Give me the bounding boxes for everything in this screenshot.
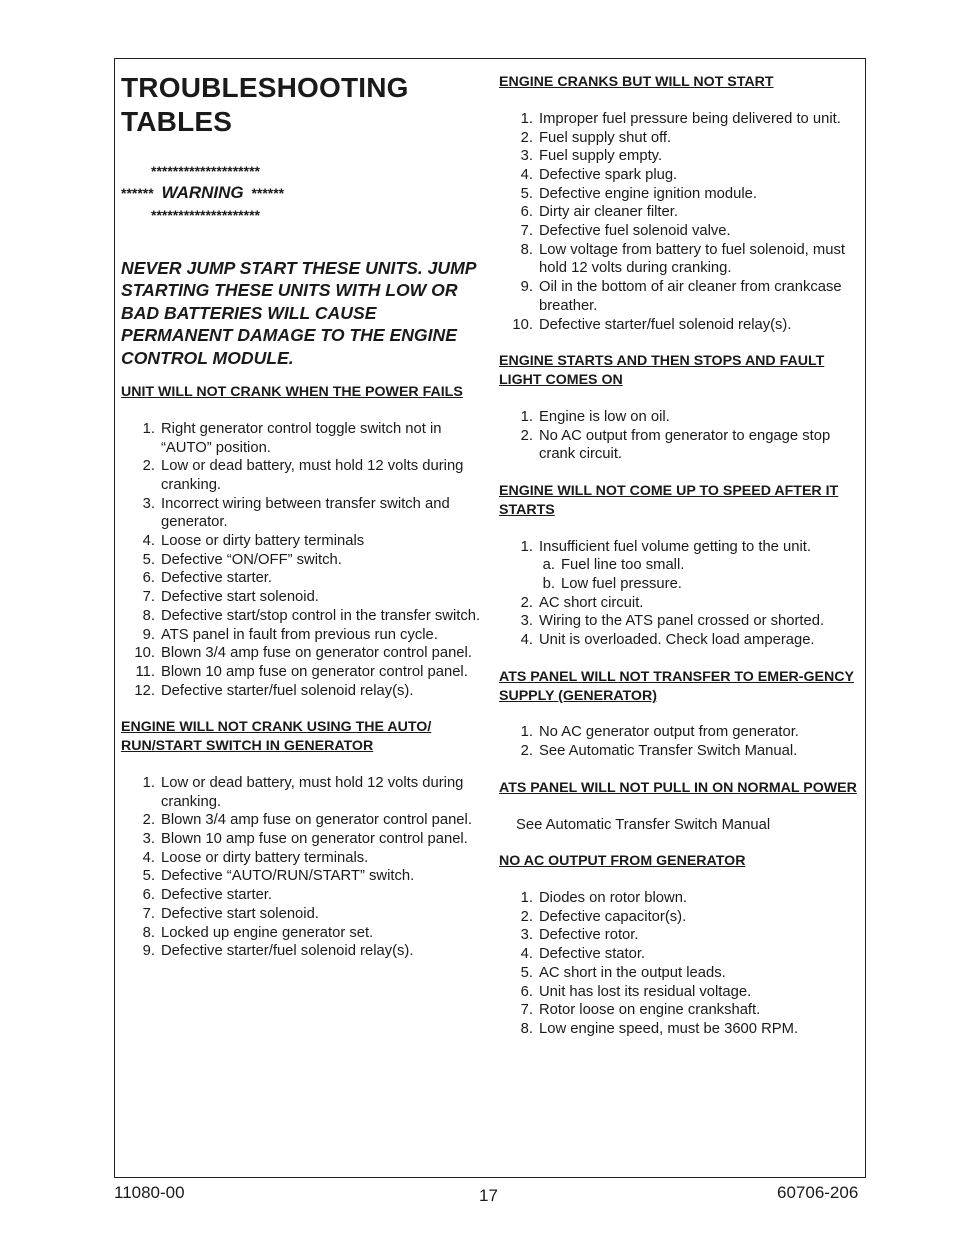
list-item [121, 867, 489, 886]
list-item [499, 129, 861, 148]
warning-stars-right: ****** [251, 185, 285, 201]
item-number: 1. [520, 408, 533, 425]
section-note: See Automatic Transfer Switch Manual [516, 816, 771, 833]
item-text: Blown 3/4 amp fuse on generator control panel. [161, 645, 472, 662]
troubleshooting-section [499, 852, 861, 1038]
cause-list [121, 420, 489, 701]
list-item [499, 594, 861, 613]
item-number: 3. [520, 613, 533, 630]
list-item [499, 241, 861, 278]
list-item [499, 203, 861, 222]
item-number: 12. [134, 682, 155, 699]
item-number: 1. [520, 110, 533, 127]
list-item [121, 849, 489, 868]
section-heading: ENGINE WILL NOT COME UP TO SPEED AFTER IT STARTS [499, 482, 839, 518]
item-text: Fuel supply shut off. [539, 129, 672, 146]
section-heading: NO AC OUTPUT FROM GENERATOR [499, 853, 746, 870]
left-column [121, 59, 489, 961]
cause-list [121, 774, 489, 961]
list-item [121, 830, 489, 849]
item-number: 9. [520, 279, 533, 296]
item-number: 8. [520, 241, 533, 258]
item-text: Low or dead battery, must hold 12 volts during cranking. [161, 458, 464, 493]
item-number: 9. [142, 943, 155, 960]
list-item [499, 908, 861, 927]
item-text: Defective starter. [161, 887, 273, 904]
warning-stars-left: ****** [121, 185, 154, 201]
list-item [121, 663, 489, 682]
item-text: Diodes on rotor blown. [539, 890, 688, 907]
item-text: Blown 10 amp fuse on generator control panel. [161, 831, 468, 848]
item-number: 3. [520, 927, 533, 944]
item-number: 2. [520, 427, 533, 444]
list-item [121, 551, 489, 570]
item-text: Fuel supply empty. [539, 148, 663, 165]
list-item [121, 811, 489, 830]
item-text: Insufficient fuel volume getting to the unit. [539, 538, 811, 555]
item-text: Defective start solenoid. [161, 589, 319, 606]
right-column [499, 59, 861, 1039]
item-text: Defective starter/fuel solenoid relay(s). [161, 943, 414, 960]
item-text: Low voltage from battery to fuel solenoid, must hold 12 volts during cranking. [539, 241, 845, 277]
list-item [121, 569, 489, 588]
list-item [499, 408, 861, 427]
list-item [121, 588, 489, 607]
right-sections [499, 73, 861, 1039]
list-item [499, 631, 861, 650]
item-text: Right generator control toggle switch not in “AUTO” position. [161, 420, 442, 456]
cause-list [499, 889, 861, 1039]
section-heading: ENGINE CRANKS BUT WILL NOT START [499, 74, 774, 90]
item-number: 7. [142, 905, 155, 922]
list-item [121, 420, 489, 457]
item-text: Defective rotor. [539, 927, 639, 944]
warning-word: WARNING [161, 183, 244, 202]
item-text: Defective spark plug. [539, 166, 678, 183]
troubleshooting-section [121, 718, 489, 961]
item-number: 7. [142, 589, 155, 606]
item-number: 4. [520, 166, 533, 183]
list-item [499, 185, 861, 204]
item-text: Defective starter. [161, 570, 273, 587]
item-number: 1. [520, 724, 533, 741]
cause-list [499, 538, 861, 650]
section-heading: ENGINE STARTS AND THEN STOPS AND FAULT LIGHT COMES ON [499, 353, 825, 389]
list-item [499, 538, 861, 557]
item-number: 1. [520, 890, 533, 907]
item-number: 2. [520, 129, 533, 146]
item-number: 8. [142, 607, 155, 624]
list-item [121, 607, 489, 626]
item-number: 10. [512, 316, 533, 333]
item-number: b. [542, 575, 555, 592]
footer-page-number: 17 [479, 1186, 498, 1205]
list-item [121, 495, 489, 532]
item-number: 5. [142, 868, 155, 885]
item-number: 1. [142, 774, 155, 791]
item-text: Oil in the bottom of air cleaner from crankcase breather. [539, 279, 842, 314]
list-item [121, 626, 489, 645]
item-text: Fuel line too small. [561, 557, 685, 574]
item-text: Locked up engine generator set. [161, 924, 374, 941]
list-item [499, 556, 861, 575]
warning-stars-top: ******************** [151, 163, 260, 179]
item-number: 7. [520, 223, 533, 240]
item-number: 8. [520, 1020, 533, 1037]
item-text: Engine is low on oil. [539, 408, 670, 425]
list-item [499, 612, 861, 631]
list-item [499, 166, 861, 185]
cause-list [499, 110, 861, 334]
list-item [499, 222, 861, 241]
list-item [499, 147, 861, 166]
warning-stars-bottom: ******************** [151, 207, 260, 223]
item-text: Loose or dirty battery terminals. [161, 849, 369, 866]
item-text: AC short in the output leads. [539, 964, 726, 981]
troubleshooting-section [499, 668, 861, 761]
section-heading: ATS PANEL WILL NOT TRANSFER TO EMER-GENCY SUPPLY (GENERATOR) [499, 668, 854, 704]
item-text: Defective start solenoid. [161, 905, 319, 922]
item-number: 3. [142, 831, 155, 848]
item-number: 2. [142, 812, 155, 829]
list-item [499, 742, 861, 761]
item-number: 9. [142, 626, 155, 643]
item-text: Defective start/stop control in the transfer switch. [161, 607, 481, 624]
list-item [121, 905, 489, 924]
list-item [499, 427, 861, 464]
item-text: Blown 10 amp fuse on generator control panel. [161, 663, 468, 680]
item-text: Defective fuel solenoid valve. [539, 223, 731, 240]
footer-part-number: 60706-206 [777, 1183, 859, 1202]
list-item [121, 942, 489, 961]
list-item [121, 886, 489, 905]
item-text: No AC generator output from generator. [539, 724, 799, 741]
item-number: 3. [520, 148, 533, 165]
item-text: Unit has lost its residual voltage. [539, 983, 752, 1000]
item-number: 5. [520, 185, 533, 202]
list-item [499, 278, 861, 315]
page-title: TROUBLESHOOTING TABLES [121, 72, 409, 137]
troubleshooting-section [499, 352, 861, 464]
list-item [121, 457, 489, 494]
troubleshooting-section [499, 482, 861, 650]
item-number: 6. [520, 983, 533, 1000]
item-text: Defective starter/fuel solenoid relay(s). [161, 682, 414, 699]
list-item [499, 1020, 861, 1039]
item-number: 4. [520, 632, 533, 649]
item-text: Dirty air cleaner filter. [539, 204, 678, 221]
item-number: 4. [142, 533, 155, 550]
troubleshooting-section [499, 73, 861, 334]
list-item [499, 1001, 861, 1020]
list-item [499, 316, 861, 335]
item-text: Low or dead battery, must hold 12 volts during cranking. [161, 774, 464, 810]
list-item [121, 682, 489, 701]
section-heading: ATS PANEL WILL NOT PULL IN ON NORMAL POWER [499, 779, 857, 796]
item-text: Unit is overloaded. Check load amperage. [539, 632, 815, 649]
list-item [499, 723, 861, 742]
item-text: Improper fuel pressure being delivered to unit. [539, 110, 841, 127]
cause-list [499, 408, 861, 464]
item-number: 4. [520, 946, 533, 963]
item-text: Defective starter/fuel solenoid relay(s). [539, 316, 792, 333]
list-item [121, 924, 489, 943]
section-heading: UNIT WILL NOT CRANK WHEN THE POWER FAILS [121, 384, 463, 401]
item-text: Defective “ON/OFF” switch. [161, 551, 342, 568]
left-sections [121, 383, 489, 961]
item-number: 2. [520, 594, 533, 611]
item-number: 6. [142, 887, 155, 904]
cause-list [499, 723, 861, 760]
list-item [121, 532, 489, 551]
list-item [499, 983, 861, 1002]
item-text: Defective stator. [539, 946, 646, 963]
section-heading: ENGINE WILL NOT CRANK USING THE AUTO/ RUN/START SWITCH IN GENERATOR [121, 719, 432, 755]
item-text: ATS panel in fault from previous run cycle. [161, 626, 438, 643]
list-item [499, 926, 861, 945]
item-text: Defective capacitor(s). [539, 908, 687, 925]
item-number: 5. [520, 964, 533, 981]
list-item [499, 964, 861, 983]
troubleshooting-section [499, 779, 861, 835]
warning-line [121, 185, 489, 201]
item-number: 2. [142, 458, 155, 475]
item-number: a. [542, 557, 555, 574]
item-number: 1. [520, 538, 533, 555]
item-number: 5. [142, 551, 155, 568]
list-item [121, 644, 489, 663]
item-text: No AC output from generator to engage stop crank circuit. [539, 427, 831, 463]
item-text: Low fuel pressure. [561, 575, 682, 592]
warning-notice: NEVER JUMP START THESE UNITS. JUMP STARTING THESE UNITS WITH LOW OR BAD BATTERIES WILL CAUSE PERMANENT DAMAGE TO THE ENGINE CONTROL MODULE. [121, 258, 476, 368]
item-text: Wiring to the ATS panel crossed or shorted. [539, 613, 825, 630]
item-number: 3. [142, 495, 155, 512]
item-number: 4. [142, 849, 155, 866]
item-text: Rotor loose on engine crankshaft. [539, 1002, 761, 1019]
item-number: 11. [135, 663, 155, 680]
list-item [499, 110, 861, 129]
footer-doc-number: 11080-00 [114, 1183, 185, 1202]
item-text: Defective “AUTO/RUN/START” switch. [161, 868, 415, 885]
list-item [121, 774, 489, 811]
item-text: Blown 3/4 amp fuse on generator control panel. [161, 812, 472, 829]
list-item [499, 575, 861, 594]
item-number: 1. [142, 420, 155, 437]
item-number: 6. [520, 204, 533, 221]
item-text: AC short circuit. [539, 594, 644, 611]
list-item [499, 945, 861, 964]
item-text: Low engine speed, must be 3600 RPM. [539, 1020, 799, 1037]
troubleshooting-section [121, 383, 489, 700]
item-number: 6. [142, 570, 155, 587]
list-item [499, 889, 861, 908]
item-number: 8. [142, 924, 155, 941]
item-text: Loose or dirty battery terminals [161, 533, 365, 550]
item-number: 2. [520, 908, 533, 925]
item-text: Defective engine ignition module. [539, 185, 757, 202]
page-frame [114, 58, 866, 1178]
item-text: See Automatic Transfer Switch Manual. [539, 743, 798, 760]
item-number: 2. [520, 743, 533, 760]
item-number: 10. [134, 645, 155, 662]
item-text: Incorrect wiring between transfer switch and generator. [161, 495, 450, 531]
item-number: 7. [520, 1002, 533, 1019]
